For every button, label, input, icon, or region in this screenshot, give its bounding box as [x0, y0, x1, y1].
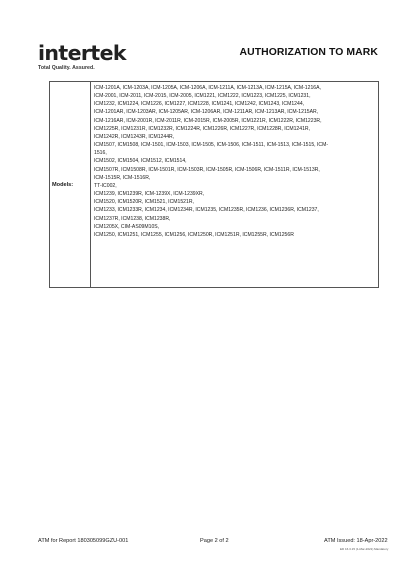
logo-wordmark: intertek — [38, 41, 126, 65]
model-line: ICM1239, ICM1239R, ICM-1239X, ICM-1239XR, — [94, 191, 205, 198]
models-label: Models: — [50, 82, 91, 287]
model-line: ICM1250, ICM1251, ICM1255, ICM1256, ICM1250R, ICM1251R, ICM1255R, ICM1256R — [94, 231, 294, 238]
model-line: ICM1225R, ICM1231R, ICM1232R, ICM1224R, ICM1226R, ICM1227R, ICM1228R, ICM1241R, — [94, 125, 311, 132]
model-line: ICM1237R, ICM1238, ICM1238R, — [94, 215, 171, 222]
model-line: ICM1507R, ICM1508R, ICM-1501R, ICM-1503R, ICM-1505R, ICM-1506R, ICM-1511R, ICM-1513R, — [94, 166, 320, 173]
footer-page-number: Page 2 of 2 — [200, 538, 229, 544]
model-line: ICM-1201AR, ICM-1203AR, ICM-1205AR, ICM-1206AR, ICM-1211AR, ICM-1213AR, ICM-1215AR, — [94, 109, 319, 116]
model-line: ICM1232, ICM1224, ICM1226, ICM1227, ICM1228, ICM1241, ICM1242, ICM1243, ICM1244, — [94, 101, 305, 108]
model-line: ICM-1216AR, ICM-2001R, ICM-2011R, ICM-2015R, ICM-2005R, ICM1221R, ICM1222R, ICM1223R, — [94, 117, 322, 124]
model-line: 1516, — [94, 150, 107, 157]
model-line: ICM-1201A, ICM-1203A, ICM-1205A, ICM-1206A, ICM-1211A, ICM-1213A, ICM-1215A, ICM-1216A, — [94, 85, 321, 91]
intertek-logo — [38, 42, 128, 70]
model-line: ICM1205X, CIM-AS09M10S, — [94, 223, 160, 230]
models-list — [94, 84, 375, 239]
model-line: ICM1233, ICM1233R, ICM1234, ICM1234R, ICM1235, ICM1235R, ICM1236, ICM1236R, ICM1237, — [94, 207, 319, 214]
logo-tagline: Total Quality. Assured. — [38, 65, 95, 71]
page-title: AUTHORIZATION TO MARK — [239, 47, 378, 58]
model-line: ICM1502, ICM1504, ICM1512, ICM1514, — [94, 158, 187, 165]
footer-report-ref: ATM for Report 180305099GZU-001 — [38, 538, 129, 544]
footer-issue-date: ATM Issued: 18-Apr-2022 — [324, 538, 388, 544]
model-line: TT-IC002, — [94, 182, 117, 189]
models-table — [49, 81, 379, 288]
model-line: ICM1242R, ICM1243R, ICM1244R, — [94, 133, 175, 140]
model-line: ICM-2001, ICM-2011, ICM-2015, ICM-2005, ICM1221, ICM1222, ICM1223, ICM1225, ICM1231, — [94, 93, 311, 100]
footer-form-code: ED 16.3.15 (1-Mar-2021) Mandatory — [340, 547, 389, 551]
model-line: ICM1520, ICM1520R, ICM1521, ICM1521R, — [94, 199, 194, 206]
model-line: ICM1507, ICM1508, ICM-1501, ICM-1503, ICM-1505, ICM-1506, ICM-1511, ICM-1513, ICM-1515, ICM- — [94, 142, 329, 149]
model-line: ICM-1515R, ICM-1516R, — [94, 174, 151, 181]
